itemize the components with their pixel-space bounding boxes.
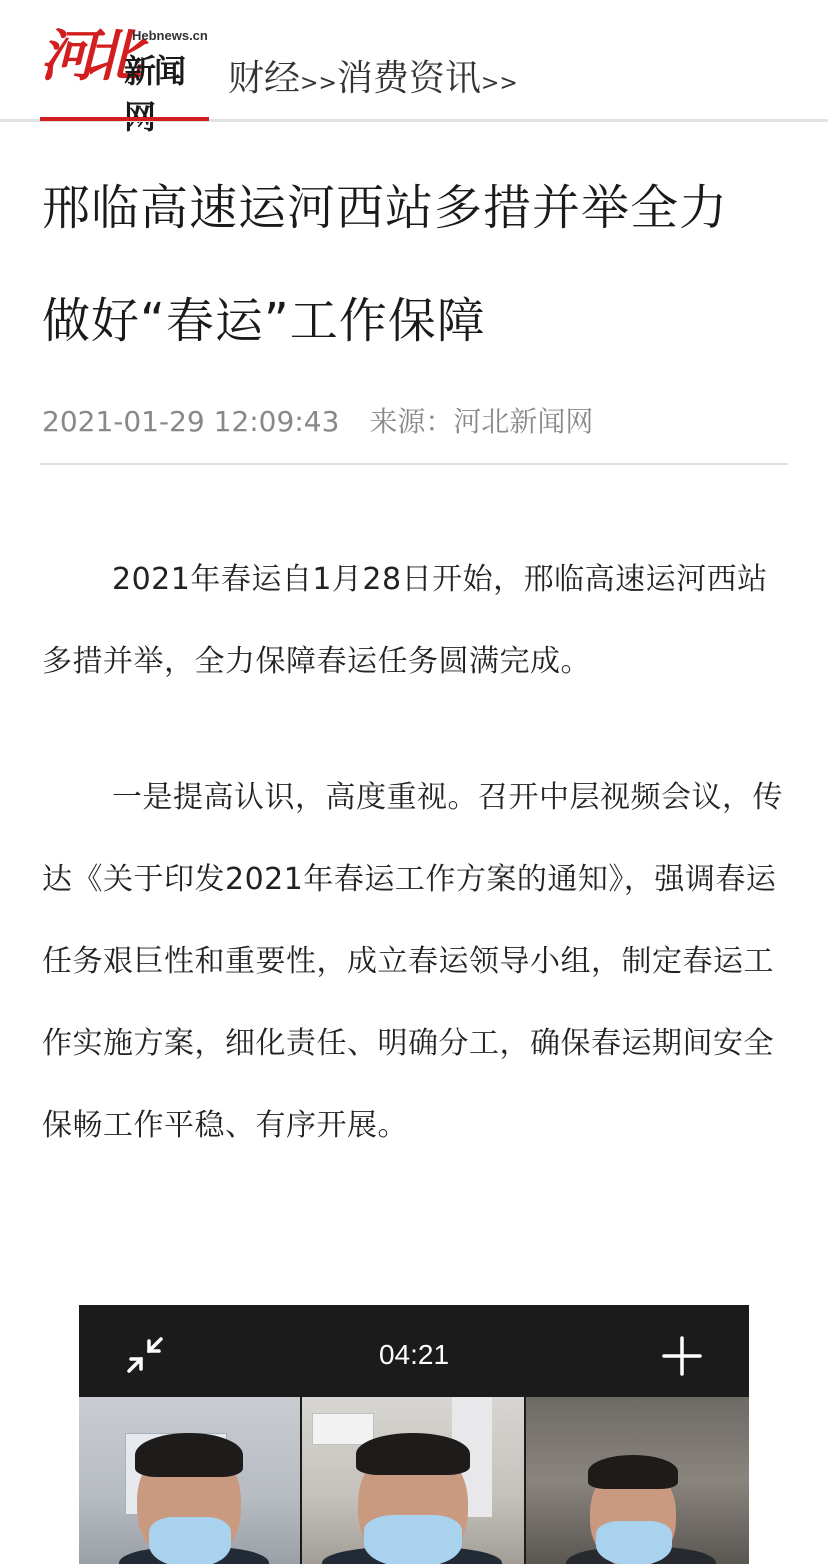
logo-domain: Hebnews.cn bbox=[132, 28, 208, 43]
article-title-line: 做好“春运”工作保障 bbox=[42, 293, 486, 349]
call-timer: 04:21 bbox=[378, 1339, 450, 1370]
participant-tile bbox=[526, 1397, 749, 1564]
site-logo[interactable] bbox=[40, 20, 210, 92]
meta-divider bbox=[40, 463, 788, 465]
article-datetime: 2021-01-29 12:09:43 bbox=[42, 405, 340, 438]
article-meta bbox=[42, 400, 593, 440]
breadcrumb-separator: >> bbox=[480, 71, 518, 96]
article-paragraph: 2021年春运自1月28日开始，邢临高速运河西站多措并举，全力保障春运任务圆满完成。 bbox=[42, 562, 768, 679]
video-call-topbar bbox=[79, 1305, 749, 1397]
participant-tile bbox=[79, 1397, 300, 1564]
add-icon bbox=[661, 1335, 703, 1377]
article-title bbox=[42, 152, 792, 378]
logo-mark: 河北 bbox=[40, 23, 132, 89]
breadcrumb-section[interactable]: 财经 bbox=[228, 58, 301, 99]
breadcrumb-separator: >> bbox=[300, 71, 337, 96]
participant-tile bbox=[302, 1397, 524, 1564]
source-name: 河北新闻网 bbox=[453, 405, 594, 438]
article-paragraph: 一是提高认识，高度重视。召开中层视频会议，传达《关于印发2021年春运工作方案的通知》，强调春运任务艰巨性和重要性，成立春运领导小组，制定春运工作实施方案，细化责任、明确分工，确保春运期间安全保畅工作平稳、有序开展。 bbox=[42, 780, 783, 1143]
breadcrumb bbox=[228, 50, 518, 101]
site-header bbox=[0, 0, 828, 124]
breadcrumb-subsection[interactable]: 消费资讯 bbox=[336, 58, 481, 99]
participant-grid bbox=[79, 1397, 749, 1564]
header-accent-bar bbox=[40, 117, 209, 121]
article-image bbox=[79, 1305, 749, 1564]
logo-name: 新闻 bbox=[124, 52, 185, 90]
article-title-line: 邢临高速运河西站多措并举全力 bbox=[42, 180, 729, 236]
source-label: 来源： bbox=[369, 405, 454, 438]
